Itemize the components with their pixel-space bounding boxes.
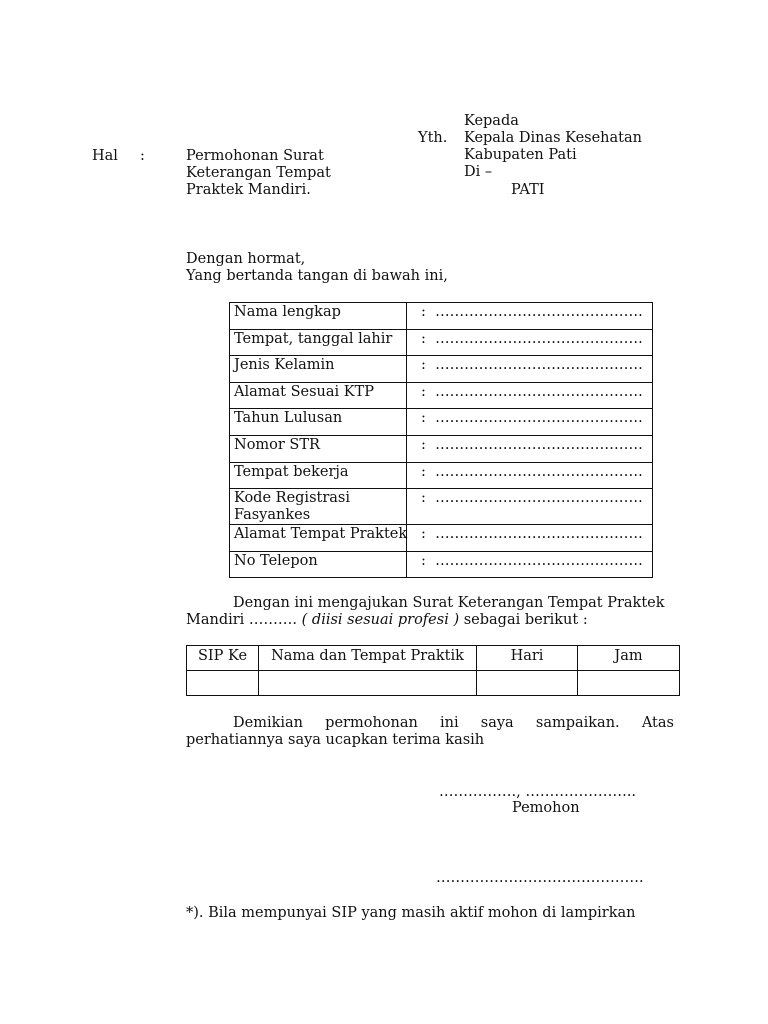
closing-line2: perhatiannya saya ucapkan terima kasih <box>186 732 485 748</box>
table-cell[interactable] <box>477 671 578 696</box>
table-header-row <box>187 646 680 671</box>
request-line2-end: sebagai berikut : <box>463 612 588 628</box>
column-header: SIP Ke <box>187 646 259 671</box>
table-cell[interactable] <box>259 671 477 696</box>
address-line1: Kepala Dinas Kesehatan <box>464 130 642 146</box>
table-row <box>230 462 653 489</box>
subject-line2: Keterangan Tempat <box>186 165 331 181</box>
request-line1: Dengan ini mengajukan Surat Keterangan Tempat Praktek <box>233 595 665 611</box>
column-header: Hari <box>477 646 578 671</box>
field-value[interactable]: : ……………………………………. <box>407 356 653 383</box>
field-value[interactable]: : ……………………………………. <box>407 435 653 462</box>
field-value[interactable]: : ……………………………………. <box>407 462 653 489</box>
field-label: Kode Registrasi Fasyankes <box>230 489 407 525</box>
table-row <box>230 382 653 409</box>
field-value[interactable]: : ……………………………………. <box>407 409 653 436</box>
field-label: Alamat Sesuai KTP <box>230 382 407 409</box>
greeting-line1: Dengan hormat, <box>186 251 306 267</box>
greeting-line2: Yang bertanda tangan di bawah ini, <box>186 268 448 284</box>
sip-table <box>186 645 680 696</box>
table-row <box>230 303 653 330</box>
table-cell[interactable] <box>578 671 680 696</box>
table-row <box>230 489 653 525</box>
personal-data-table <box>229 302 653 578</box>
column-header: Nama dan Tempat Praktik <box>259 646 477 671</box>
table-row <box>230 356 653 383</box>
field-value[interactable]: : ……………………………………. <box>407 551 653 578</box>
request-line2-italic: ( diisi sesuai profesi ) <box>301 612 460 628</box>
address-kepada: Kepada <box>464 113 519 129</box>
address-line3: Di – <box>464 164 493 180</box>
address-line2: Kabupaten Pati <box>464 147 577 163</box>
address-yth: Yth. <box>418 130 448 146</box>
table-row <box>230 525 653 552</box>
field-label: Jenis Kelamin <box>230 356 407 383</box>
request-line2 <box>186 612 588 629</box>
table-row <box>187 671 680 696</box>
table-row <box>230 435 653 462</box>
field-value[interactable]: : ……………………………………. <box>407 329 653 356</box>
field-value[interactable]: : ……………………………………. <box>407 303 653 330</box>
field-label: Tempat bekerja <box>230 462 407 489</box>
subject-label: Hal <box>92 148 118 164</box>
field-value[interactable]: : ……………………………………. <box>407 525 653 552</box>
field-label: No Telepon <box>230 551 407 578</box>
subject-line3: Praktek Mandiri. <box>186 182 311 198</box>
table-cell[interactable] <box>187 671 259 696</box>
column-header: Jam <box>578 646 680 671</box>
closing-line1: Demikian permohonan ini saya sampaikan. Atas <box>233 715 674 731</box>
address-city: PATI <box>511 182 545 198</box>
field-label: Nama lengkap <box>230 303 407 330</box>
field-label: Tahun Lulusan <box>230 409 407 436</box>
table-row <box>230 329 653 356</box>
table-row <box>230 409 653 436</box>
field-value[interactable]: : ……………………………………. <box>407 489 653 525</box>
footnote: *). Bila mempunyai SIP yang masih aktif mohon di lampirkan <box>186 905 636 921</box>
field-value[interactable]: : ……………………………………. <box>407 382 653 409</box>
request-line2-start: Mandiri ………. <box>186 612 298 628</box>
field-label: Nomor STR <box>230 435 407 462</box>
subject-colon: : <box>140 148 145 164</box>
signature-date-line[interactable]: ……………., ………………….. <box>439 784 637 800</box>
table-row <box>230 551 653 578</box>
subject-line1: Permohonan Surat <box>186 148 324 164</box>
signature-name-line[interactable]: ……………………………………. <box>436 870 644 886</box>
field-label: Alamat Tempat Praktek <box>230 525 407 552</box>
field-label: Tempat, tanggal lahir <box>230 329 407 356</box>
signature-role: Pemohon <box>512 800 580 816</box>
